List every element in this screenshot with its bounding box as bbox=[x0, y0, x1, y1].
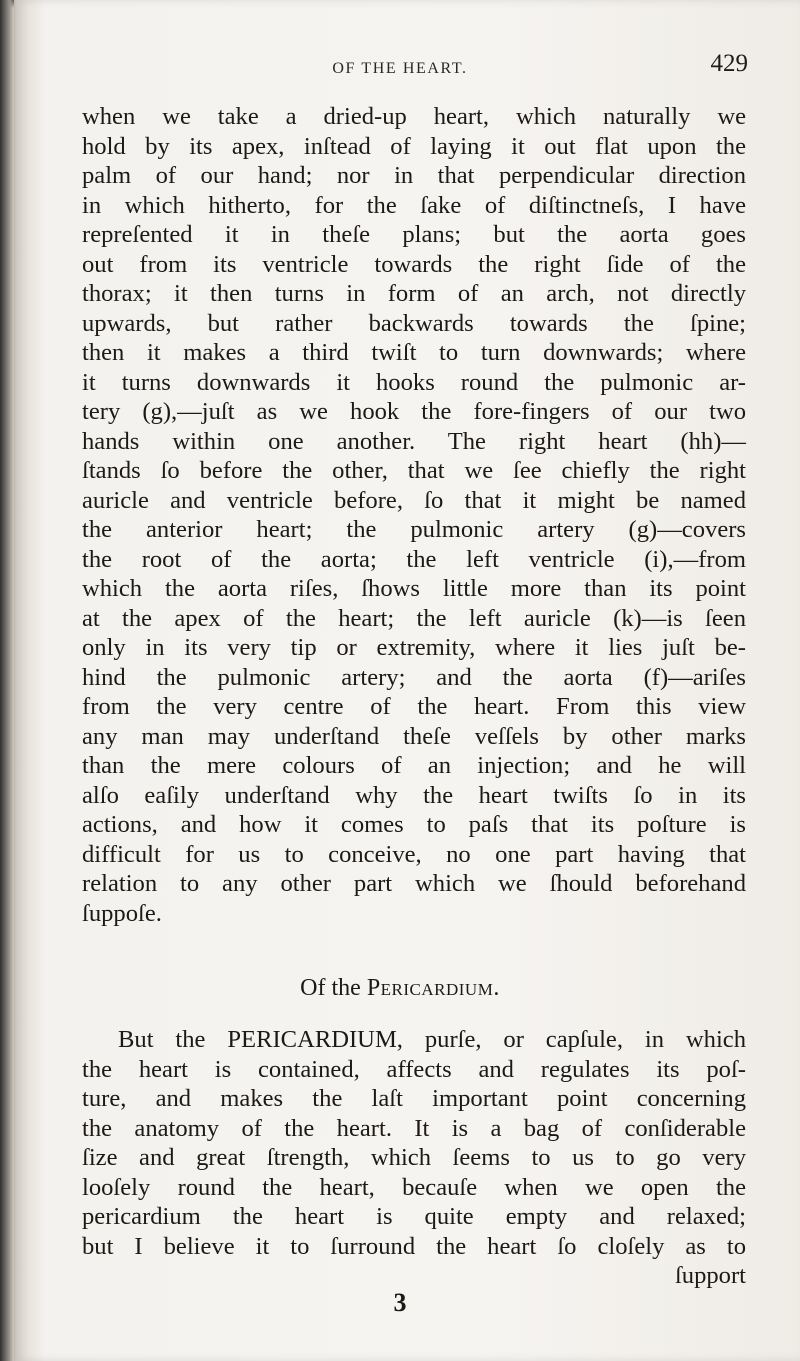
text-line: hind the pulmonic artery; and the aorta (f)—ariſes bbox=[82, 663, 746, 691]
text-line: hold by its apex, inſtead of laying it out flat upon the bbox=[82, 132, 746, 160]
text-line: the root of the aorta; the left ventricle (i),—from bbox=[82, 545, 746, 573]
text-line: at the apex of the heart; the left auricle (k)—is ſeen bbox=[82, 604, 746, 632]
text-line: hands within one another. The right heart (hh)— bbox=[82, 427, 746, 455]
text-line: relation to any other part which we ſhould beforehand bbox=[82, 870, 746, 897]
text-line: ſuppoſe. bbox=[82, 899, 162, 927]
signature-mark: 3 bbox=[393, 1288, 407, 1317]
text-line: in which hitherto, for the ſake of diſtinctneſs, I have bbox=[82, 191, 746, 219]
text-line: But the PERICARDIUM, purſe, or capſule, in which bbox=[118, 1026, 746, 1053]
text-line: than the mere colours of an injection; and he will bbox=[82, 752, 746, 779]
body-paragraph-1 bbox=[82, 102, 746, 928]
section-heading-prefix: Of the bbox=[300, 975, 367, 1001]
text-line: tery (g),—juſt as we hook the fore-fingers of our two bbox=[82, 398, 746, 425]
section-heading-title: Pericardium. bbox=[366, 975, 500, 1001]
text-line: then it makes a third twiſt to turn downwards; where bbox=[82, 339, 746, 366]
text-line: the heart is contained, affects and regulates its poſ- bbox=[82, 1055, 746, 1083]
text-line: ſupport bbox=[674, 1262, 746, 1289]
text-line: the anterior heart; the pulmonic artery (g)—covers bbox=[82, 516, 746, 543]
text-line: out from its ventricle towards the right ſide of the bbox=[82, 250, 746, 278]
text-line: it turns downwards it hooks round the pulmonic ar- bbox=[82, 368, 746, 396]
text-line: ture, and makes the laſt important point concerning bbox=[82, 1085, 746, 1112]
text-line: difficult for us to conceive, no one part having that bbox=[82, 840, 746, 868]
body-paragraph-2 bbox=[82, 1025, 746, 1291]
text-line: ſize and great ſtrength, which ſeems to us to go very bbox=[82, 1144, 746, 1171]
section-heading bbox=[0, 975, 800, 1002]
text-line: any man may underſtand theſe veſſels by other marks bbox=[82, 722, 746, 750]
text-line: which the aorta riſes, ſhows little more than its point bbox=[82, 575, 746, 602]
page-number: 429 bbox=[710, 50, 748, 77]
text-line: when we take a dried-up heart, which naturally we bbox=[82, 103, 746, 130]
text-line: repreſented it in theſe plans; but the aorta goes bbox=[82, 221, 746, 248]
text-line: pericardium the heart is quite empty and relaxed; bbox=[82, 1203, 746, 1230]
text-line: auricle and ventricle before, ſo that it might be named bbox=[82, 486, 746, 514]
text-line: only in its very tip or extremity, where it lies juſt be- bbox=[82, 634, 746, 661]
text-line: ſtands ſo before the other, that we ſee chiefly the right bbox=[82, 457, 746, 484]
text-line: palm of our hand; nor in that perpendicular direction bbox=[82, 162, 746, 189]
text-line: actions, and how it comes to paſs that its poſture is bbox=[82, 811, 746, 838]
text-line: looſely round the heart, becauſe when we open the bbox=[82, 1173, 746, 1201]
text-line: upwards, but rather backwards towards the ſpine; bbox=[82, 309, 746, 337]
text-line: thorax; it then turns in form of an arch, not directly bbox=[82, 280, 746, 307]
text-line: alſo eaſily underſtand why the heart twiſts ſo in its bbox=[82, 781, 746, 809]
binding-edge bbox=[0, 0, 16, 1361]
text-line: the anatomy of the heart. It is a bag of conſiderable bbox=[82, 1114, 746, 1142]
text-line: from the very centre of the heart. From this view bbox=[82, 693, 746, 720]
running-head: OF THE HEART. bbox=[332, 60, 468, 77]
text-line: but I believe it to ſurround the heart ſo cloſely as to bbox=[82, 1232, 746, 1260]
